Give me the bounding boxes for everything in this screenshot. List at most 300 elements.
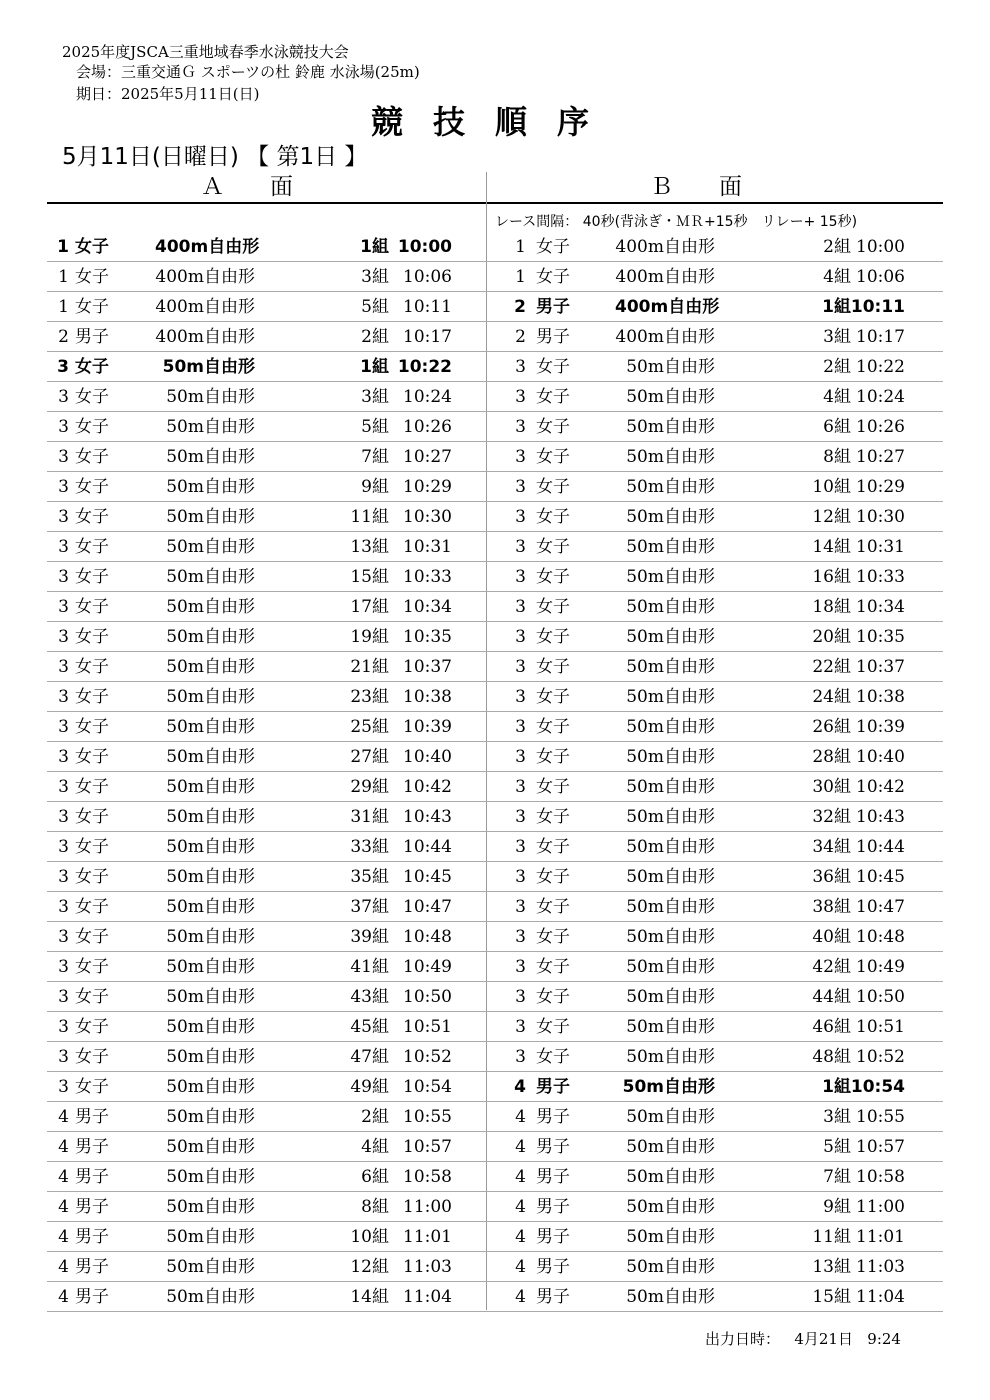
sex-label: 男子 [536,1257,570,1277]
event-number: 1 [515,267,526,287]
start-time: 11:04 [856,1287,905,1307]
start-time: 10:27 [856,447,905,467]
event-number: 3 [515,777,526,797]
distance [615,476,715,498]
event-number: 3 [58,687,69,707]
schedule-row [487,742,943,772]
stroke: 自由形 [664,537,715,557]
schedule-row [47,712,503,742]
start-time: 10:39 [856,717,905,737]
stroke: 自由形 [204,477,255,497]
sex-label: 女子 [75,267,109,287]
start-time: 11:00 [856,1197,905,1217]
heat-number: 35組 [350,867,389,887]
event-number: 4 [515,1107,526,1127]
start-time: 10:22 [397,357,452,377]
event-number: 3 [58,807,69,827]
heat-number: 42組 [812,957,851,977]
start-time: 10:33 [403,567,452,587]
heat-number: 29組 [350,777,389,797]
start-time: 10:34 [856,597,905,617]
event-number: 4 [58,1137,69,1157]
heat-number: 12組 [812,507,851,527]
distance [155,956,255,978]
stroke: 自由形 [664,747,715,767]
distance-value: 50m [626,927,664,947]
distance [615,896,715,918]
schedule-row [47,922,503,952]
schedule-row [487,1282,943,1312]
distance [615,746,715,768]
stroke: 自由形 [204,327,255,347]
event-number: 1 [57,237,69,257]
start-time: 11:01 [856,1227,905,1247]
event-number: 3 [58,507,69,527]
schedule-row [487,322,943,352]
start-time: 10:38 [856,687,905,707]
start-time: 10:49 [856,957,905,977]
event-number: 3 [515,507,526,527]
distance [615,836,715,858]
stroke: 自由形 [204,867,255,887]
distance [615,1046,715,1068]
stroke: 自由形 [668,297,720,317]
stroke: 自由形 [664,1077,715,1097]
distance-value: 50m [626,597,664,617]
distance-value: 50m [166,597,204,617]
start-time: 10:37 [403,657,452,677]
sex-label: 女子 [75,837,109,857]
event-number: 3 [515,957,526,977]
event-number: 3 [515,1047,526,1067]
event-number: 3 [58,717,69,737]
stroke: 自由形 [664,597,715,617]
start-time: 10:29 [856,477,905,497]
event-number: 4 [58,1197,69,1217]
stroke: 自由形 [664,507,715,527]
heat-number: 10組 [812,477,851,497]
stroke: 自由形 [204,837,255,857]
distance-value: 50m [166,537,204,557]
heat-number: 16組 [812,567,851,587]
sex-label: 女子 [75,687,109,707]
stroke: 自由形 [204,777,255,797]
distance-value: 50m [166,927,204,947]
schedule-row [487,1132,943,1162]
distance-value: 50m [626,447,664,467]
start-time: 10:47 [403,897,452,917]
sex-label: 女子 [75,927,109,947]
start-time: 10:58 [403,1167,452,1187]
distance [615,1226,715,1248]
stroke: 自由形 [204,1227,255,1247]
sex-label: 男子 [536,1227,570,1247]
schedule-row [487,562,943,592]
event-number: 3 [515,567,526,587]
start-time: 10:24 [403,387,452,407]
sex-label: 男子 [75,1257,109,1277]
sex-label: 男子 [75,1287,109,1307]
event-number: 3 [58,627,69,647]
distance [615,566,715,588]
distance-value: 50m [166,837,204,857]
stroke: 自由形 [664,897,715,917]
event-number: 3 [58,417,69,437]
distance-value: 50m [166,987,204,1007]
stroke: 自由形 [204,807,255,827]
distance [155,1226,255,1248]
stroke: 自由形 [204,537,255,557]
heat-number: 9組 [361,477,389,497]
heat-number: 4組 [361,1137,389,1157]
sex-label: 男子 [75,327,109,347]
heat-number: 25組 [350,717,389,737]
heat-number: 49組 [350,1077,389,1097]
distance-value: 50m [626,417,664,437]
distance-value: 50m [626,747,664,767]
heat-number: 22組 [812,657,851,677]
distance-value: 50m [166,477,204,497]
schedule-row [487,892,943,922]
stroke: 自由形 [204,1287,255,1307]
sex-label: 男子 [75,1107,109,1127]
event-number: 3 [515,687,526,707]
event-number: 4 [515,1197,526,1217]
distance-value: 400m [155,267,204,287]
heat-number: 9組 [823,1197,851,1217]
stroke: 自由形 [664,807,715,827]
output-date: 4月21日 [794,1330,853,1348]
distance-value: 50m [166,807,204,827]
schedule-row [487,1162,943,1192]
event-number: 4 [58,1107,69,1127]
event-number: 3 [58,657,69,677]
distance [155,1106,255,1128]
event-number: 4 [58,1287,69,1307]
stroke: 自由形 [204,717,255,737]
event-number: 3 [58,867,69,887]
output-label: 出力日時： [705,1330,781,1348]
output-time: 9:24 [867,1330,901,1348]
distance [155,1016,255,1038]
distance-value: 50m [166,867,204,887]
distance-value: 50m [626,867,664,887]
schedule-row [487,772,943,802]
stroke: 自由形 [664,237,715,257]
distance-value: 50m [166,1017,204,1037]
distance-value: 50m [626,537,664,557]
heat-number: 2組 [361,327,389,347]
distance [155,986,255,1008]
schedule-row [487,292,943,322]
schedule-row [487,592,943,622]
sex-label: 女子 [75,957,109,977]
event-number: 2 [58,327,69,347]
distance-value: 50m [166,1167,204,1187]
stroke: 自由形 [664,1257,715,1277]
distance-value: 400m [155,297,204,317]
stroke: 自由形 [664,627,715,647]
sex-label: 男子 [536,1287,570,1307]
schedule-row [487,1192,943,1222]
distance-value: 50m [166,1107,204,1127]
heat-number: 2組 [823,237,851,257]
distance [615,926,715,948]
event-number: 3 [515,657,526,677]
distance-value: 50m [166,507,204,527]
event-number: 3 [58,987,69,1007]
sex-label: 女子 [75,297,109,317]
distance [155,296,255,318]
event-number: 3 [515,357,526,377]
sex-label: 女子 [536,657,570,677]
event-number: 3 [58,747,69,767]
stroke: 自由形 [664,357,715,377]
heat-number: 3組 [361,387,389,407]
distance [615,716,715,738]
distance-value: 50m [166,1197,204,1217]
heat-number: 2組 [361,1107,389,1127]
schedule-row [487,472,943,502]
schedule-row [47,502,503,532]
schedule-row [47,1222,503,1252]
stroke: 自由形 [204,1017,255,1037]
distance-value: 50m [166,777,204,797]
schedule-row [47,352,503,382]
distance-value: 50m [626,1167,664,1187]
distance [615,266,715,288]
start-time: 10:43 [856,807,905,827]
schedule-row [487,352,943,382]
meet-name: 2025年度JSCA三重地域春季水泳競技大会 [62,43,349,61]
distance-value: 50m [626,627,664,647]
event-number: 3 [58,1047,69,1067]
distance [155,866,255,888]
venue: 会場：三重交通Ｇ スポーツの杜 鈴鹿 水泳場(25m) [76,63,420,81]
distance [615,386,715,408]
heat-number: 34組 [812,837,851,857]
schedule-row [47,982,503,1012]
distance-value: 50m [626,1047,664,1067]
stroke: 自由形 [664,837,715,857]
distance [615,656,715,678]
distance-value: 50m [626,567,664,587]
sex-label: 女子 [75,627,109,647]
distance-value: 50m [626,357,664,377]
event-number: 3 [58,567,69,587]
stroke: 自由形 [664,1227,715,1247]
event-number: 4 [58,1257,69,1277]
sex-label: 女子 [75,807,109,827]
distance [155,686,255,708]
heat-number: 41組 [350,957,389,977]
stroke: 自由形 [204,657,255,677]
heat-number: 4組 [823,387,851,407]
heat-number: 8組 [823,447,851,467]
schedule-row [487,832,943,862]
distance [155,386,255,408]
heat-number: 30組 [812,777,851,797]
heat-number: 45組 [350,1017,389,1037]
side-b-label: Ｂ 面 [650,174,742,200]
heat-number: 5組 [823,1137,851,1157]
distance [615,866,715,888]
heat-number: 2組 [823,357,851,377]
distance [615,296,720,318]
distance-value: 50m [626,777,664,797]
heat-number: 47組 [350,1047,389,1067]
heat-number: 39組 [350,927,389,947]
heat-number: 24組 [812,687,851,707]
sex-label: 女子 [536,957,570,977]
distance-value: 50m [622,1077,664,1097]
start-time: 11:01 [403,1227,452,1247]
distance-value: 50m [626,897,664,917]
stroke: 自由形 [204,267,255,287]
schedule-row [47,1132,503,1162]
schedule-row [487,1102,943,1132]
heat-number: 15組 [350,567,389,587]
start-time: 10:06 [856,267,905,287]
distance [155,1256,255,1278]
stroke: 自由形 [204,1167,255,1187]
heat-number: 28組 [812,747,851,767]
sex-label: 女子 [75,417,109,437]
stroke: 自由形 [204,357,255,377]
stroke: 自由形 [664,387,715,407]
start-time: 10:51 [403,1017,452,1037]
schedule-row [47,592,503,622]
start-time: 10:54 [403,1077,452,1097]
event-number: 4 [515,1287,526,1307]
sex-label: 女子 [75,507,109,527]
distance-value: 50m [626,687,664,707]
stroke: 自由形 [204,1077,255,1097]
sex-label: 女子 [536,1017,570,1037]
start-time: 11:00 [403,1197,452,1217]
sex-label: 男子 [536,1197,570,1217]
schedule-row [487,532,943,562]
schedule-row [487,262,943,292]
sex-label: 女子 [75,717,109,737]
distance-value: 50m [626,1017,664,1037]
distance [615,776,715,798]
sex-label: 女子 [536,237,570,257]
distance-value: 50m [166,1287,204,1307]
event-number: 3 [515,747,526,767]
schedule-row [47,472,503,502]
event-number: 4 [58,1167,69,1187]
sex-label: 女子 [75,897,109,917]
start-time: 10:06 [403,267,452,287]
start-time: 10:26 [856,417,905,437]
heat-number: 7組 [361,447,389,467]
event-number: 3 [58,837,69,857]
start-time: 10:52 [856,1047,905,1067]
distance [615,236,715,258]
sex-label: 女子 [536,567,570,587]
schedule-row [47,832,503,862]
start-time: 10:48 [856,927,905,947]
distance-value: 50m [166,1227,204,1247]
event-number: 3 [515,477,526,497]
sex-label: 女子 [536,417,570,437]
side-b-schedule [487,232,943,1312]
stroke: 自由形 [664,1137,715,1157]
sex-label: 男子 [536,1167,570,1187]
start-time: 10:52 [403,1047,452,1067]
stroke: 自由形 [204,1257,255,1277]
start-time: 10:40 [856,747,905,767]
distance [155,536,255,558]
start-time: 10:44 [856,837,905,857]
distance [155,776,255,798]
stroke: 自由形 [204,417,255,437]
distance [155,1046,255,1068]
distance-value: 50m [626,717,664,737]
start-time: 10:39 [403,717,452,737]
schedule-row [487,1222,943,1252]
stroke: 自由形 [664,327,715,347]
distance-value: 50m [626,1107,664,1127]
event-number: 3 [58,897,69,917]
start-time: 10:45 [856,867,905,887]
sex-label: 女子 [536,267,570,287]
event-number: 3 [515,897,526,917]
sex-label: 女子 [75,357,109,377]
heat-number: 6組 [361,1167,389,1187]
heat-number: 1組 [822,1077,851,1097]
distance [615,806,715,828]
start-time: 10:33 [856,567,905,587]
heat-number: 4組 [823,267,851,287]
stroke: 自由形 [204,447,255,467]
schedule-row [487,1252,943,1282]
start-time: 10:42 [403,777,452,797]
distance-value: 50m [626,837,664,857]
start-time: 10:54 [850,1077,905,1097]
heat-number: 3組 [361,267,389,287]
schedule-row [47,1282,503,1312]
heat-number: 14組 [350,1287,389,1307]
heat-number: 37組 [350,897,389,917]
heat-number: 14組 [812,537,851,557]
sex-label: 女子 [75,747,109,767]
sex-label: 女子 [536,627,570,647]
schedule-row [47,652,503,682]
sex-label: 女子 [536,867,570,887]
distance [155,326,255,348]
sex-label: 女子 [536,897,570,917]
sex-label: 女子 [75,777,109,797]
start-time: 10:31 [856,537,905,557]
side-a-label: Ａ 面 [201,174,293,200]
stroke: 自由形 [204,1137,255,1157]
stroke: 自由形 [664,267,715,287]
start-time: 10:11 [403,297,452,317]
event-number: 3 [58,777,69,797]
sex-label: 女子 [75,477,109,497]
heat-number: 18組 [812,597,851,617]
distance-value: 50m [166,957,204,977]
event-number: 3 [515,537,526,557]
event-number: 4 [515,1227,526,1247]
heat-number: 17組 [350,597,389,617]
heat-number: 31組 [350,807,389,827]
stroke: 自由形 [204,387,255,407]
stroke: 自由形 [208,237,260,257]
stroke: 自由形 [204,597,255,617]
